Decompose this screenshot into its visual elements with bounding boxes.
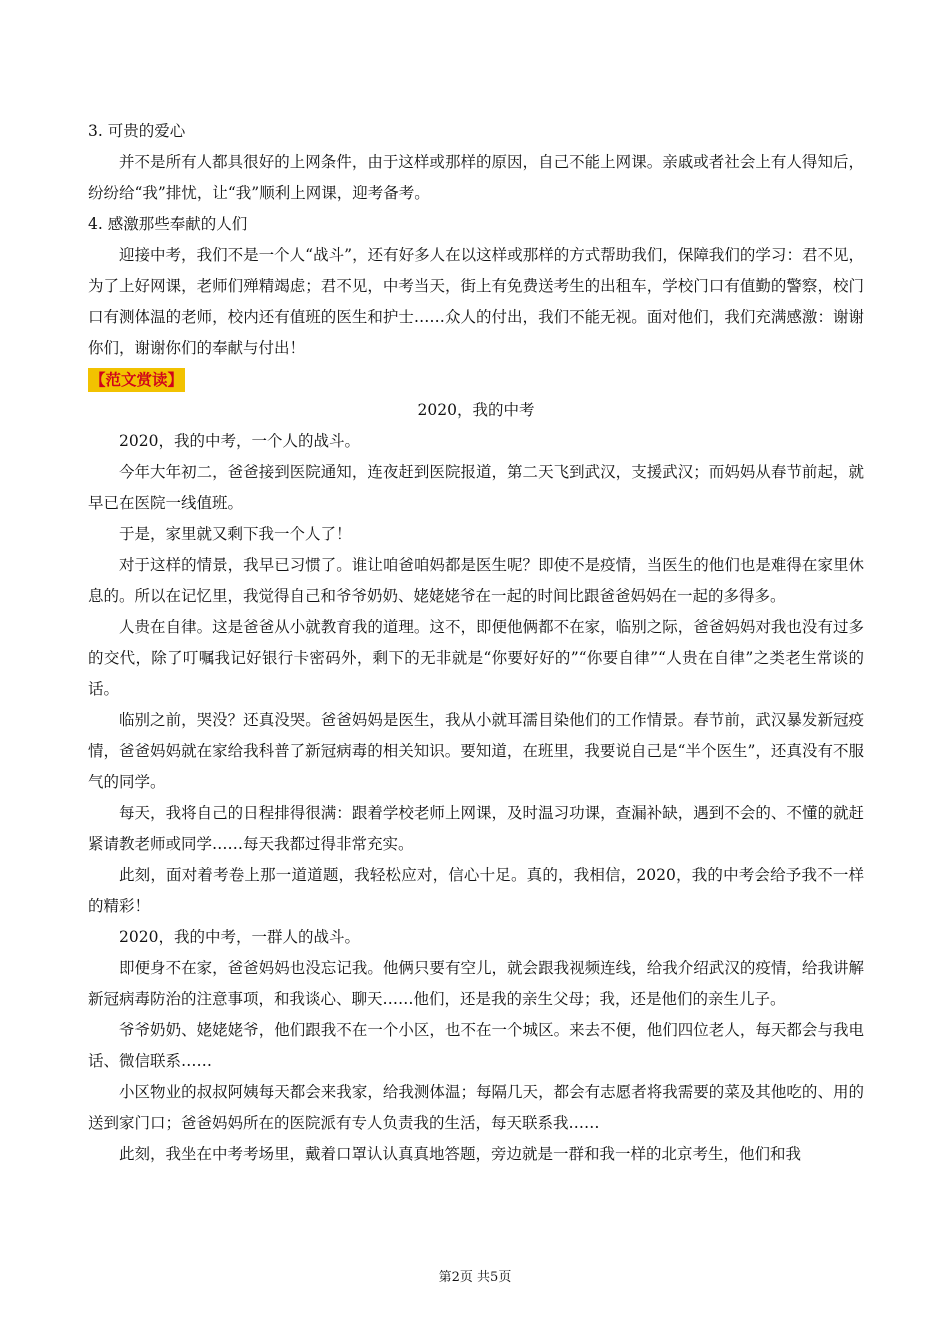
essay-paragraph: 此刻，面对着考卷上那一道道题，我轻松应对，信心十足。真的，我相信，2020，我的中考会给予我不一样的精彩！ xyxy=(88,866,864,915)
section-3-heading: 3. 可贵的爱心 xyxy=(88,122,186,140)
sample-reading-tag: 【范文赏读】 xyxy=(88,368,185,392)
essay-paragraph: 此刻，我坐在中考考场里，戴着口罩认认真真地答题，旁边就是一群和我一样的北京考生，他们和我 xyxy=(119,1145,802,1163)
essay-title: 2020，我的中考 xyxy=(417,401,535,419)
essay-paragraph: 今年大年初二，爸爸接到医院通知，连夜赶到医院报道，第二天飞到武汉，支援武汉；而妈妈从春节前起，就早已在医院一线值班。 xyxy=(88,463,864,512)
essay-paragraph: 爷爷奶奶、姥姥姥爷，他们跟我不在一个小区，也不在一个城区。来去不便，他们四位老人，每天都会与我电话、微信联系…… xyxy=(88,1021,864,1070)
essay-paragraph: 每天，我将自己的日程排得很满：跟着学校老师上网课，及时温习功课，查漏补缺，遇到不会的、不懂的就赶紧请教老师或同学……每天我都过得非常充实。 xyxy=(88,804,864,853)
essay-paragraph: 2020，我的中考，一个人的战斗。 xyxy=(119,432,360,450)
essay-paragraph: 2020，我的中考，一群人的战斗。 xyxy=(119,928,360,946)
section-4-body: 迎接中考，我们不是一个人“战斗”，还有好多人在以这样或那样的方式帮助我们，保障我们的学习：君不见，为了上好网课，老师们殚精竭虑；君不见，中考当天，街上有免费送考生的出租车，学校门口有值勤的警察，校门口有测体温的老师，校内还有值班的医生和护士……众人的付出，我们不能无视。面对他们，我们充满感激：谢谢你们，谢谢你们的奉献与付出！ xyxy=(88,246,864,357)
essay-paragraph: 于是，家里就又剩下我一个人了！ xyxy=(119,525,352,543)
section-3-body: 并不是所有人都具很好的上网条件，由于这样或那样的原因，自己不能上网课。亲戚或者社会上有人得知后，纷纷给“我”排忧，让“我”顺利上网课，迎考备考。 xyxy=(88,153,864,202)
essay-paragraph: 临别之前，哭没？还真没哭。爸爸妈妈是医生，我从小就耳濡目染他们的工作情景。春节前，武汉暴发新冠疫情，爸爸妈妈就在家给我科普了新冠病毒的相关知识。要知道，在班里，我要说自己是“半个医生”，还真没有不服气的同学。 xyxy=(88,711,864,791)
essay-paragraph: 对于这样的情景，我早已习惯了。谁让咱爸咱妈都是医生呢？即使不是疫情，当医生的他们也是难得在家里休息的。所以在记忆里，我觉得自己和爷爷奶奶、姥姥姥爷在一起的时间比跟爸爸妈妈在一起的多得多。 xyxy=(88,556,864,605)
essay-paragraph: 即便身不在家，爸爸妈妈也没忘记我。他俩只要有空儿，就会跟我视频连线，给我介绍武汉的疫情，给我讲解新冠病毒防治的注意事项，和我谈心、聊天……他们，还是我的亲生父母；我，还是他们的亲生儿子。 xyxy=(88,959,864,1008)
essay-paragraph: 小区物业的叔叔阿姨每天都会来我家，给我测体温；每隔几天，都会有志愿者将我需要的菜及其他吃的、用的送到家门口；爸爸妈妈所在的医院派有专人负责我的生活，每天联系我…… xyxy=(88,1083,864,1132)
essay-paragraph: 人贵在自律。这是爸爸从小就教育我的道理。这不，即便他俩都不在家，临别之际，爸爸妈妈对我也没有过多的交代，除了叮嘱我记好银行卡密码外，剩下的无非就是“你要好好的”“你要自律”“人贵在自律”之类老生常谈的话。 xyxy=(88,618,864,698)
document-page xyxy=(88,116,864,1170)
page-footer: 第2页 共5页 xyxy=(438,1270,512,1285)
section-4-heading: 4. 感激那些奉献的人们 xyxy=(88,215,248,233)
